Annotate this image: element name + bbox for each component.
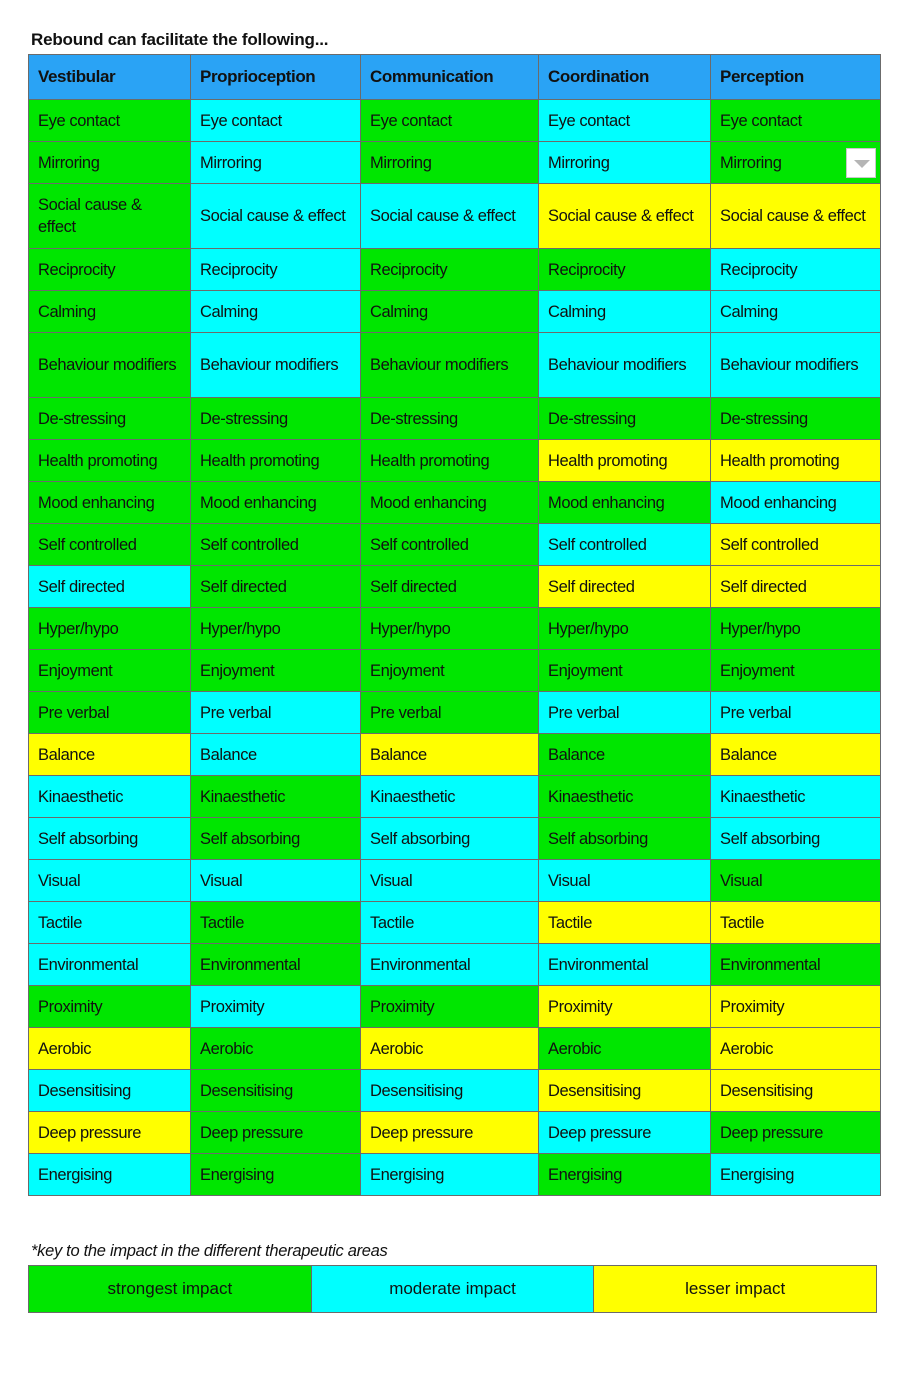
therapeutic-impact-table (28, 54, 881, 1196)
table-cell: Eye contact (191, 100, 361, 142)
table-row (29, 1154, 881, 1196)
table-cell: Environmental (539, 944, 711, 986)
table-cell: Energising (711, 1154, 881, 1196)
table-cell: Self controlled (539, 524, 711, 566)
table-cell: Mood enhancing (361, 482, 539, 524)
table-cell: Self absorbing (711, 818, 881, 860)
table-cell: Mood enhancing (191, 482, 361, 524)
table-cell: Aerobic (361, 1028, 539, 1070)
table-cell: Reciprocity (191, 249, 361, 291)
table-cell: Tactile (711, 902, 881, 944)
table-cell: Calming (29, 291, 191, 333)
table-cell: Pre verbal (29, 692, 191, 734)
table-cell: Eye contact (361, 100, 539, 142)
table-cell: Social cause & effect (539, 184, 711, 249)
table-cell: Calming (191, 291, 361, 333)
table-cell: Enjoyment (711, 650, 881, 692)
legend-moderate-impact: moderate impact (312, 1266, 595, 1312)
table-cell: Desensitising (29, 1070, 191, 1112)
table-cell: Social cause & effect (29, 184, 191, 249)
column-header-communication: Communication (361, 55, 539, 100)
table-row (29, 566, 881, 608)
table-cell: Aerobic (191, 1028, 361, 1070)
table-cell: Hyper/hypo (191, 608, 361, 650)
table-cell: Desensitising (711, 1070, 881, 1112)
legend-lesser-impact: lesser impact (594, 1266, 876, 1312)
table-cell: Enjoyment (361, 650, 539, 692)
table-cell: Proximity (361, 986, 539, 1028)
table-cell: Self absorbing (539, 818, 711, 860)
table-cell: Balance (361, 734, 539, 776)
table-row (29, 440, 881, 482)
table-cell: Behaviour modifiers (539, 333, 711, 398)
table-cell: Proximity (29, 986, 191, 1028)
table-cell: Mirroring (191, 142, 361, 184)
table-cell: Mood enhancing (711, 482, 881, 524)
table-cell: Self directed (539, 566, 711, 608)
table-body (29, 100, 881, 1196)
table-cell: Aerobic (29, 1028, 191, 1070)
column-header-perception: Perception (711, 55, 881, 100)
table-cell: Self controlled (711, 524, 881, 566)
table-cell: Proximity (539, 986, 711, 1028)
table-row (29, 100, 881, 142)
table-cell: Reciprocity (711, 249, 881, 291)
table-cell: Desensitising (361, 1070, 539, 1112)
column-header-vestibular: Vestibular (29, 55, 191, 100)
table-cell: Mood enhancing (539, 482, 711, 524)
table-cell: Desensitising (539, 1070, 711, 1112)
table-row (29, 608, 881, 650)
table-cell: Social cause & effect (361, 184, 539, 249)
table-cell: De-stressing (361, 398, 539, 440)
table-cell-text: Mirroring (720, 153, 782, 172)
table-cell: Pre verbal (539, 692, 711, 734)
table-cell: Tactile (29, 902, 191, 944)
table-cell: Calming (711, 291, 881, 333)
table-cell: Kinaesthetic (711, 776, 881, 818)
table-row (29, 692, 881, 734)
table-cell: Self absorbing (191, 818, 361, 860)
table-cell: Pre verbal (191, 692, 361, 734)
table-cell: Balance (539, 734, 711, 776)
page-heading: Rebound can facilitate the following... (31, 30, 329, 49)
table-cell: Balance (191, 734, 361, 776)
table-row (29, 1070, 881, 1112)
table-row (29, 1112, 881, 1154)
table-cell: Kinaesthetic (361, 776, 539, 818)
table-cell: Hyper/hypo (711, 608, 881, 650)
table-row (29, 1028, 881, 1070)
key-note: *key to the impact in the different therapeutic areas (31, 1242, 388, 1260)
table-cell: Kinaesthetic (29, 776, 191, 818)
table-cell: Balance (711, 734, 881, 776)
table-cell: Deep pressure (191, 1112, 361, 1154)
table-cell: Self directed (361, 566, 539, 608)
table-cell: Behaviour modifiers (29, 333, 191, 398)
table-row (29, 291, 881, 333)
table-row (29, 650, 881, 692)
table-cell: Visual (191, 860, 361, 902)
table-cell: Deep pressure (361, 1112, 539, 1154)
table-cell: Hyper/hypo (29, 608, 191, 650)
table-row (29, 482, 881, 524)
table-cell: Self controlled (361, 524, 539, 566)
table-cell: Pre verbal (361, 692, 539, 734)
header-row (29, 55, 881, 100)
table-row (29, 986, 881, 1028)
table-row (29, 249, 881, 291)
table-cell: Deep pressure (711, 1112, 881, 1154)
table-cell: Self absorbing (361, 818, 539, 860)
table-cell: Environmental (711, 944, 881, 986)
table-cell: Deep pressure (539, 1112, 711, 1154)
table-cell: Behaviour modifiers (361, 333, 539, 398)
dropdown-arrow-icon[interactable] (846, 148, 876, 178)
table-cell: Environmental (361, 944, 539, 986)
table-cell: De-stressing (711, 398, 881, 440)
table-cell: Reciprocity (539, 249, 711, 291)
table-cell: Deep pressure (29, 1112, 191, 1154)
table-cell: Mirroring (539, 142, 711, 184)
table-cell: Self controlled (29, 524, 191, 566)
table-cell: De-stressing (29, 398, 191, 440)
table-cell: Hyper/hypo (539, 608, 711, 650)
table-cell: Self directed (711, 566, 881, 608)
table-cell: Social cause & effect (191, 184, 361, 249)
column-header-coordination: Coordination (539, 55, 711, 100)
table-cell: Mood enhancing (29, 482, 191, 524)
table-cell (711, 142, 881, 184)
column-header-proprioception: Proprioception (191, 55, 361, 100)
table-row (29, 818, 881, 860)
table-cell: Energising (361, 1154, 539, 1196)
table-row (29, 860, 881, 902)
table-cell: De-stressing (539, 398, 711, 440)
table-cell: Enjoyment (29, 650, 191, 692)
table-cell: Kinaesthetic (191, 776, 361, 818)
table-cell: Self absorbing (29, 818, 191, 860)
table-cell: Self directed (191, 566, 361, 608)
table-row (29, 734, 881, 776)
table-cell: De-stressing (191, 398, 361, 440)
table-cell: Health promoting (361, 440, 539, 482)
table-cell: Proximity (711, 986, 881, 1028)
table-cell: Visual (539, 860, 711, 902)
table-cell: Mirroring (29, 142, 191, 184)
table-cell: Reciprocity (361, 249, 539, 291)
table-cell: Calming (539, 291, 711, 333)
table-cell: Proximity (191, 986, 361, 1028)
table-cell: Health promoting (711, 440, 881, 482)
table-cell: Balance (29, 734, 191, 776)
table-cell: Aerobic (711, 1028, 881, 1070)
table-row (29, 944, 881, 986)
table-row (29, 142, 881, 184)
table-cell: Energising (191, 1154, 361, 1196)
table-cell: Enjoyment (539, 650, 711, 692)
table-cell: Social cause & effect (711, 184, 881, 249)
table-cell: Mirroring (361, 142, 539, 184)
table-cell: Energising (539, 1154, 711, 1196)
table-cell: Health promoting (191, 440, 361, 482)
table-cell: Eye contact (711, 100, 881, 142)
legend-strongest-impact: strongest impact (29, 1266, 312, 1312)
table-cell: Behaviour modifiers (191, 333, 361, 398)
table-cell: Self controlled (191, 524, 361, 566)
table-row (29, 776, 881, 818)
table-row (29, 333, 881, 398)
table-cell: Environmental (29, 944, 191, 986)
table-cell: Eye contact (29, 100, 191, 142)
table-cell: Self directed (29, 566, 191, 608)
table-cell: Reciprocity (29, 249, 191, 291)
table-cell: Visual (711, 860, 881, 902)
table-cell: Tactile (539, 902, 711, 944)
table-cell: Hyper/hypo (361, 608, 539, 650)
table-cell: Visual (361, 860, 539, 902)
table-row (29, 184, 881, 249)
table-cell: Enjoyment (191, 650, 361, 692)
table-cell: Eye contact (539, 100, 711, 142)
table-cell: Calming (361, 291, 539, 333)
table-row (29, 902, 881, 944)
table-cell: Energising (29, 1154, 191, 1196)
table-cell: Behaviour modifiers (711, 333, 881, 398)
table-cell: Health promoting (539, 440, 711, 482)
table-cell: Health promoting (29, 440, 191, 482)
table-cell: Tactile (361, 902, 539, 944)
impact-legend (28, 1265, 877, 1313)
table-cell: Environmental (191, 944, 361, 986)
table-cell: Visual (29, 860, 191, 902)
table-row (29, 524, 881, 566)
table-cell: Kinaesthetic (539, 776, 711, 818)
table-cell: Aerobic (539, 1028, 711, 1070)
table-cell: Desensitising (191, 1070, 361, 1112)
table-row (29, 398, 881, 440)
table-cell: Pre verbal (711, 692, 881, 734)
table-cell: Tactile (191, 902, 361, 944)
